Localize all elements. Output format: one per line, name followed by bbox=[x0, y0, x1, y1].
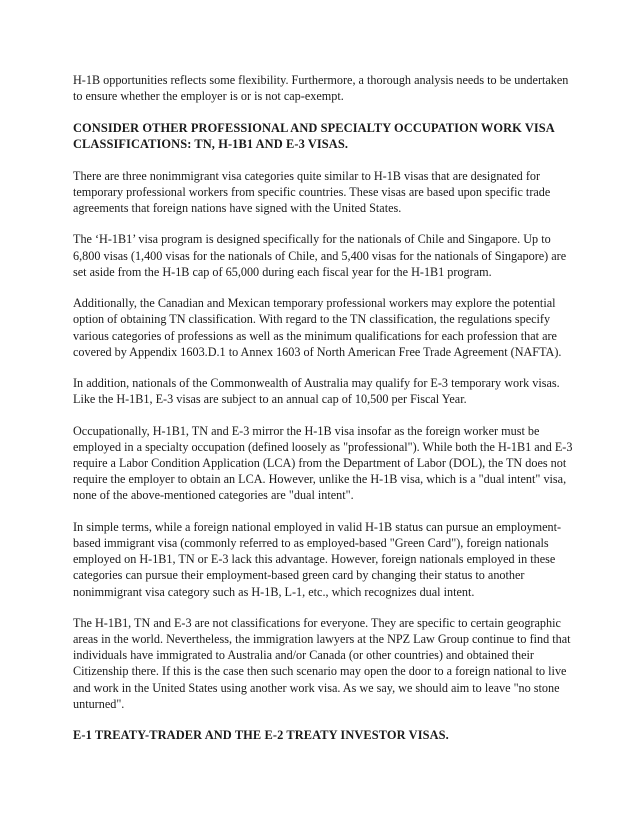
paragraph-intro-continuation: H-1B opportunities reflects some flexibility. Furthermore, a thorough analysis needs to be undertaken to ensure whether the employer is or is not cap-exempt. bbox=[73, 73, 569, 104]
paragraph-simple-terms: In simple terms, while a foreign national employed in valid H-1B status can pursue an employment-based immigrant visa (commonly referred to as employed-based "Green Card"), foreign nationals employed on H-1B1, TN or E-3 lack this advantage. However, foreign nationals employed in these categories can pursue their employment-based green card by changing their status to another nonimmigrant visa category such as H-1B, L-1, etc., which recognizes dual intent. bbox=[73, 520, 562, 599]
paragraph-three-categories: There are three nonimmigrant visa categories quite similar to H-1B visas that are designated for temporary professional workers from specific countries. These visas are based upon specific trade agreements that foreign nations have signed with the United States. bbox=[73, 168, 551, 215]
section-heading-e1-e2: E-1 TREATY-TRADER AND THE E-2 TREATY INVESTOR VISAS. bbox=[73, 728, 449, 743]
paragraph-not-for-everyone: The H-1B1, TN and E-3 are not classifications for everyone. They are specific to certain geographic areas in the world. Nevertheless, the immigration lawyers at the NPZ Law Group continue to find that individuals have immigrated to Australia and/or Canada (or other countries) and obtained their Citizenship there. If this is the case then such scenario may open the door to a foreign national to live and work in the United States using another work visa. As we say, we should aim to leave "no stone unturned". bbox=[73, 616, 571, 711]
paragraph-h1b1: The ‘H-1B1’ visa program is designed specifically for the nationals of Chile and Singapore. Up to 6,800 visas (1,400 visas for the nationals of Chile, and 5,400 visas for the nationals of Singapore) are set aside from the H-1B cap of 65,000 during each fiscal year for the H-1B1 program. bbox=[73, 232, 567, 279]
paragraph-tn: Additionally, the Canadian and Mexican temporary professional workers may explore the potential option of obtaining TN classification. With regard to the TN classification, the regulations specify various categories of professions as well as the minimum qualifications for each profession that are covered by Appendix 1603.D.1 to Annex 1603 of North American Free Trade Agreement (NAFTA). bbox=[73, 296, 562, 359]
section-heading-other-visas: CONSIDER OTHER PROFESSIONAL AND SPECIALTY OCCUPATION WORK VISA CLASSIFICATIONS: TN, H-1B1 AND E-3 VISAS. bbox=[73, 120, 555, 151]
paragraph-e3: In addition, nationals of the Commonwealth of Australia may qualify for E-3 temporary work visas. Like the H-1B1, E-3 visas are subject to an annual cap of 10,500 per Fiscal Year. bbox=[73, 376, 560, 407]
document-page bbox=[73, 72, 573, 759]
paragraph-occupationally: Occupationally, H-1B1, TN and E-3 mirror the H-1B visa insofar as the foreign worker must be employed in a specialty occupation (defined loosely as "professional"). While both the H-1B1 and E-3 require a Labor Condition Application (LCA) from the Department of Labor (DOL), the TN does not require the employer to obtain an LCA. However, unlike the H-1B visa, which is a "dual intent" visa, none of the above-mentioned categories are "dual intent". bbox=[73, 424, 573, 503]
